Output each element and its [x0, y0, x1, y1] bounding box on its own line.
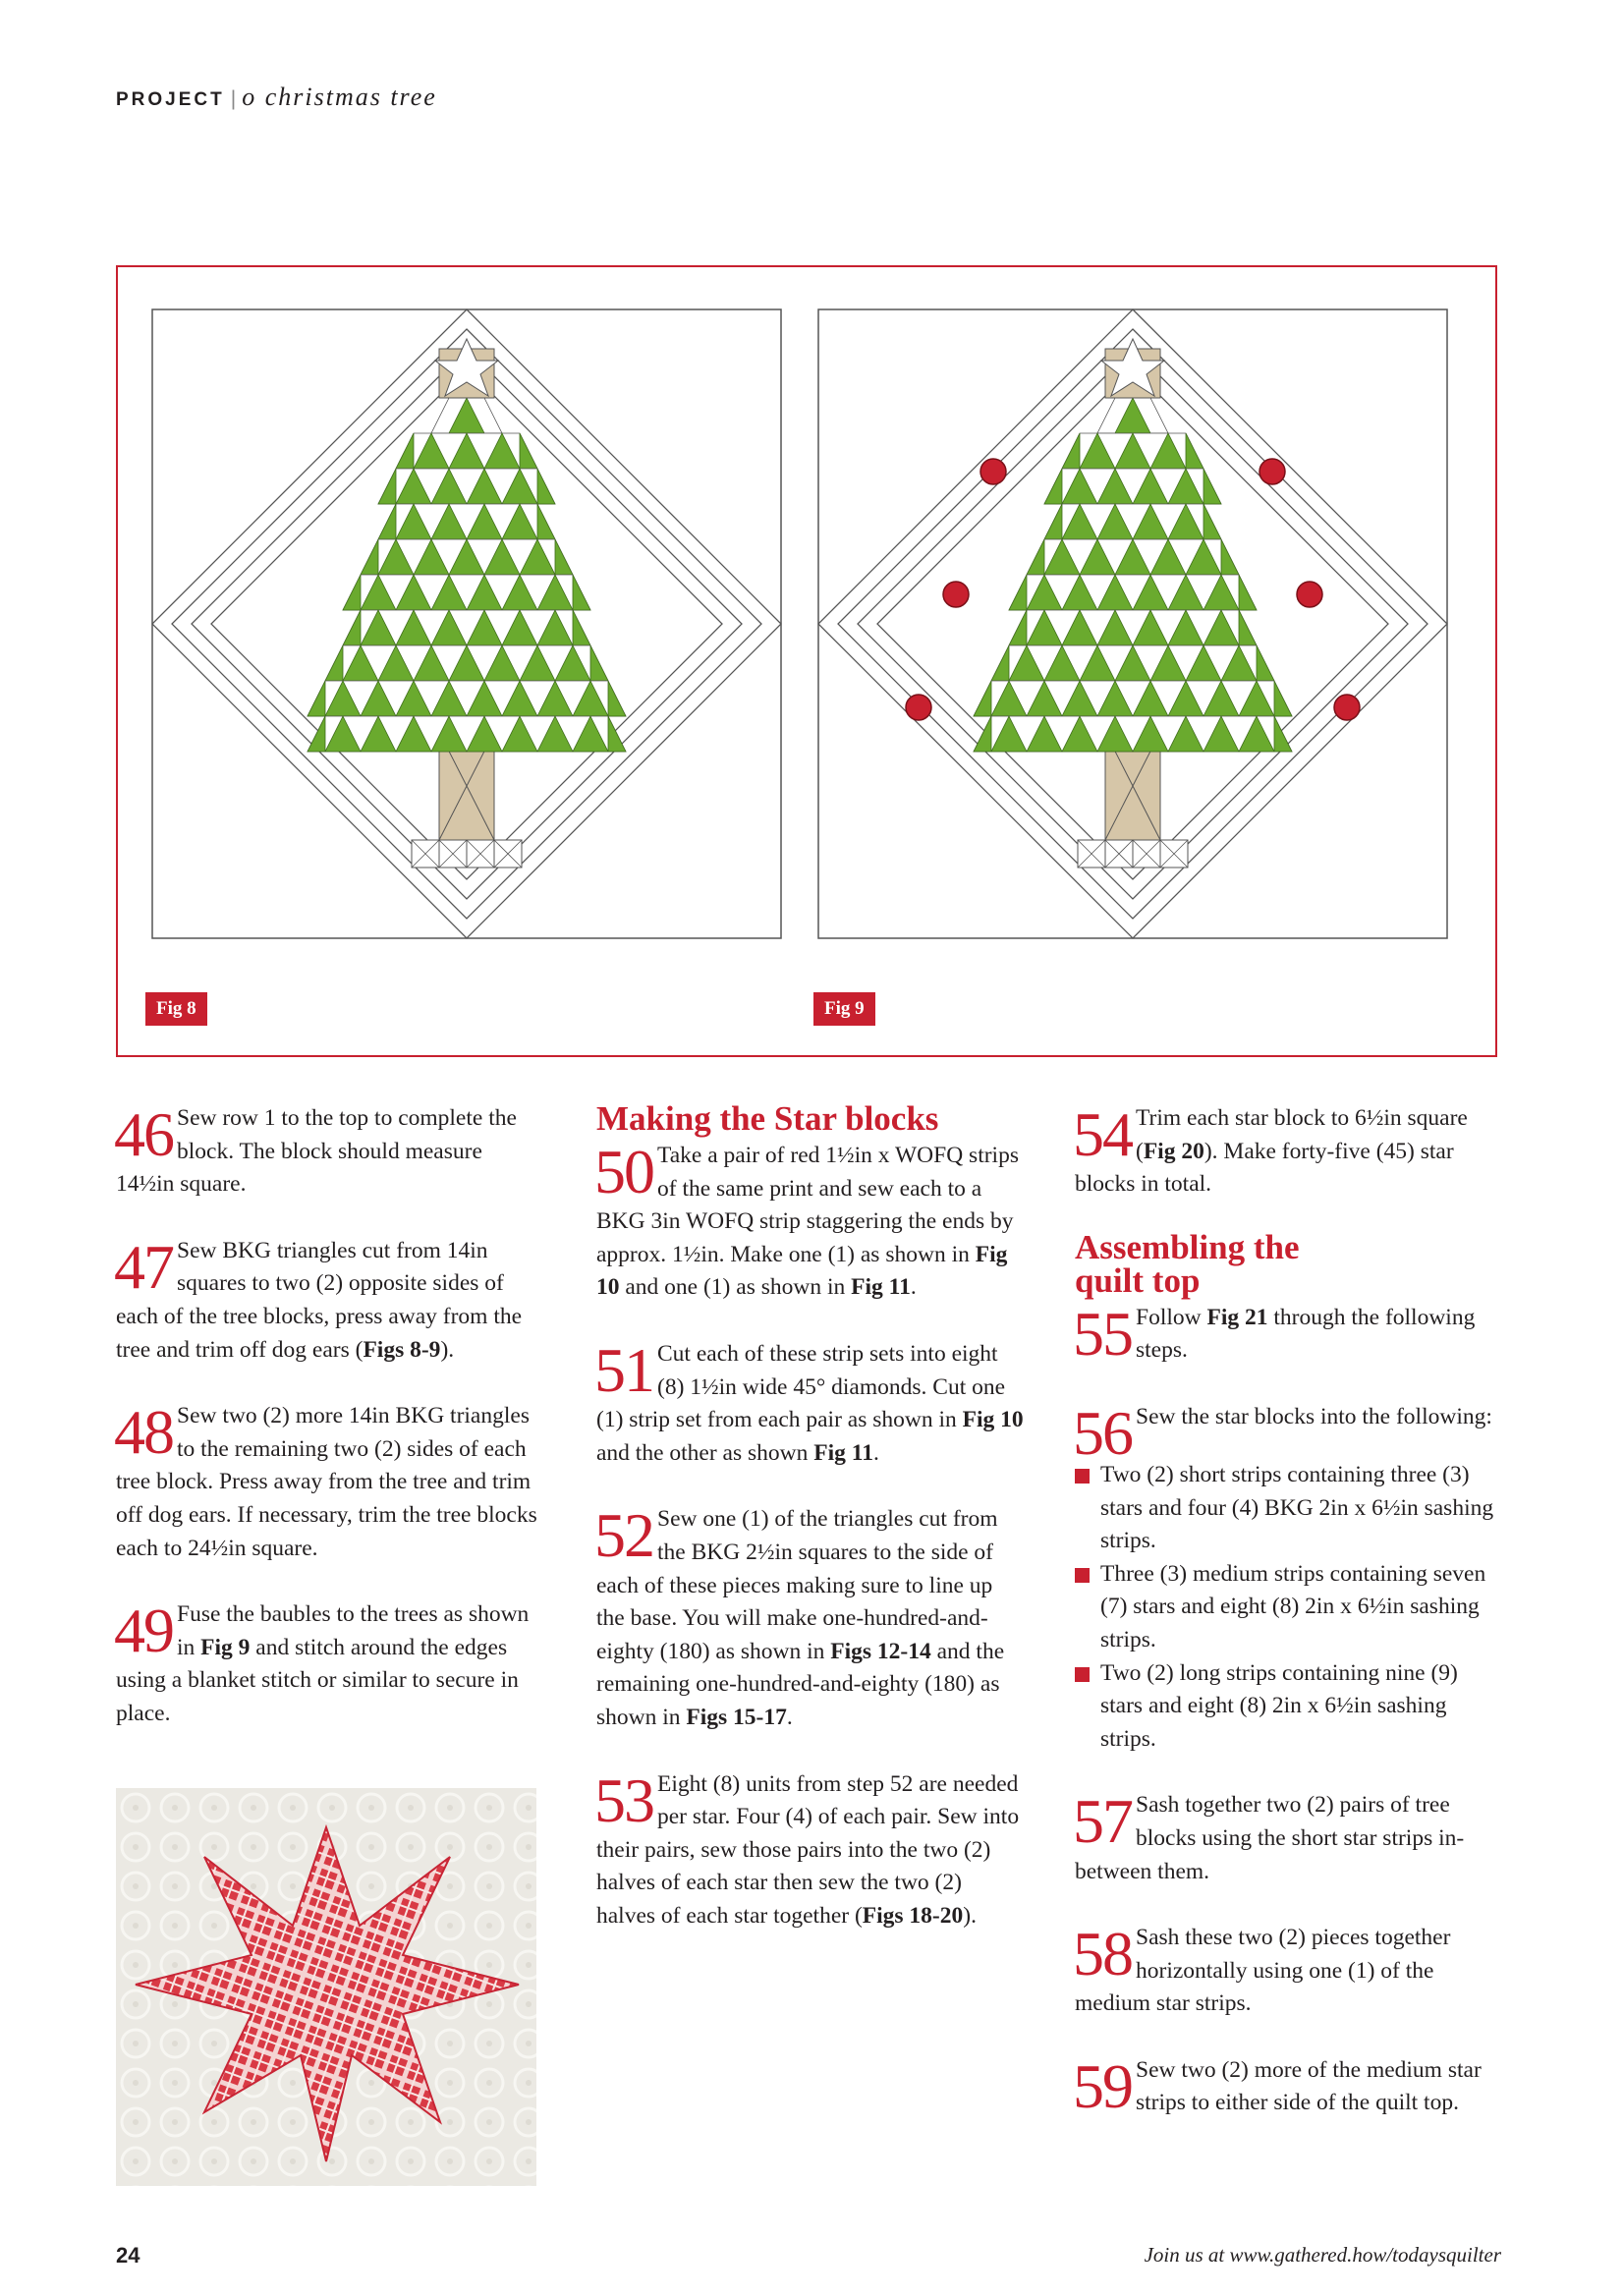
figure-ref: Fig 9 [200, 1634, 251, 1660]
step-text: Take a pair of red 1½in x WOFQ strips of the same print and sew each to a BKG 3in WOFQ strip staggering the ends by approx. 1½in. Make one (1) as shown in [596, 1143, 1019, 1267]
step-text: Trim each star block to 6½in square ( [1136, 1105, 1468, 1164]
figure-ref: Fig 20 [1143, 1138, 1204, 1164]
page-number: 24 [116, 2243, 140, 2268]
step-57 [1073, 1786, 1503, 1888]
bullet-list [1075, 1459, 1503, 1756]
step-text: Cut each of these strip sets into eight (8) 1½in wide 45° diamonds. Cut one (1) strip set from each pair as shown in [596, 1340, 1006, 1433]
running-header [116, 83, 437, 112]
step-text: . [872, 1439, 879, 1466]
step-number: 56 [1073, 1397, 1132, 1468]
step-text: . [786, 1704, 793, 1730]
step-54 [1073, 1099, 1503, 1202]
step-text: Sew BKG triangles cut from 14in squares to two (2) opposite sides of each of the tree blocks, press away from the tree and trim off dog ears ( [116, 1237, 523, 1363]
step-number: 59 [1073, 2050, 1132, 2121]
step-text: Sew two (2) more of the medium star strips to either side of the quilt top. [1136, 2056, 1482, 2116]
step-text: Sash these two (2) pieces together horizontally using one (1) of the medium star strips. [1075, 1925, 1451, 2017]
figure-ref: Fig 10 [596, 1241, 1008, 1301]
bauble [1259, 459, 1285, 484]
step-number: 46 [114, 1099, 173, 1169]
step-number: 57 [1073, 1786, 1132, 1857]
step-58 [1073, 1919, 1503, 2021]
step-text: . [910, 1274, 917, 1301]
step-number: 50 [594, 1137, 653, 1206]
step-text: Sew row 1 to the top to complete the block. The block should measure 14½in square. [116, 1105, 517, 1198]
fig9-diagram [809, 300, 1457, 958]
bauble [1297, 582, 1322, 607]
step-text: and the other as shown [596, 1439, 814, 1466]
column-3 [1073, 1099, 1503, 2121]
star-block-photo [116, 1788, 536, 2186]
step-text: through the following steps. [1136, 1304, 1476, 1364]
fig8-label: Fig 8 [145, 992, 207, 1026]
column-1 [114, 1099, 544, 1731]
step-50 [594, 1137, 1025, 1305]
bullet-item: Three (3) medium strips containing seven (7) stars and eight (8) 2in x 6½in sashing strips. [1075, 1558, 1503, 1657]
step-47 [114, 1231, 544, 1367]
figure-ref: Fig 11 [813, 1439, 873, 1466]
step-text: and one (1) as shown in [619, 1274, 852, 1301]
bullet-item: Two (2) long strips containing nine (9) stars and eight (8) 2in x 6½in sashing strips. [1075, 1657, 1503, 1757]
step-56 [1073, 1397, 1503, 1756]
step-49 [116, 1598, 544, 1730]
figure-ref: Fig 10 [962, 1407, 1024, 1433]
bauble [943, 582, 969, 607]
step-number: 47 [114, 1231, 173, 1302]
section-label: PROJECT [116, 89, 225, 110]
figure-ref: Fig 11 [851, 1274, 911, 1301]
bullet-item: Two (2) short strips containing three (3) stars and four (4) BKG 2in x 6½in sashing strips. [1075, 1459, 1503, 1558]
fig9-label: Fig 9 [813, 992, 875, 1026]
figure-ref: Figs 12-14 [830, 1638, 931, 1664]
step-text: Sew the star blocks into the following: [1136, 1403, 1492, 1429]
star-photo-illustration [116, 1788, 536, 2186]
step-text: ). [440, 1336, 455, 1363]
step-text: Fuse the baubles to the trees as shown in [177, 1601, 530, 1660]
step-55 [1073, 1298, 1503, 1369]
section-heading-star-blocks: Making the Star blocks [596, 1099, 939, 1138]
step-number: 55 [1073, 1298, 1132, 1369]
step-53 [594, 1764, 1025, 1933]
step-text: Follow [1136, 1304, 1207, 1330]
step-text: and stitch around the edges using a blanket stitch or similar to secure in place. [116, 1634, 519, 1726]
step-number: 52 [594, 1500, 653, 1571]
heading-line: quilt top [1075, 1260, 1201, 1300]
step-text: and the remaining one-hundred-and-eighty (180) as shown in [596, 1638, 1005, 1730]
step-number: 51 [594, 1334, 653, 1405]
fig8-diagram [142, 300, 791, 958]
figure-ref: Figs 18-20 [862, 1902, 964, 1929]
step-text: Sew one (1) of the triangles cut from the BKG 2½in squares to the side of each of these pieces making sure to line up the base. You will make one-hundred-and-eighty (180) as shown in [596, 1506, 998, 1664]
header-separator: | [230, 87, 237, 110]
column-2 [594, 1099, 1025, 1932]
bauble [1334, 695, 1360, 720]
step-number: 53 [594, 1764, 653, 1835]
step-text: ). [963, 1902, 977, 1929]
bauble [980, 459, 1006, 484]
figure-ref: Fig 21 [1206, 1304, 1268, 1330]
step-48 [114, 1397, 544, 1565]
step-text: ). Make forty-five (45) star blocks in total. [1075, 1138, 1454, 1198]
step-51 [594, 1334, 1025, 1470]
step-text: Sew two (2) more 14in BKG triangles to the remaining two (2) sides of each tree block. Press away from the tree and trim off dog ears. If necessary, trim the tree blocks each to 24½in square. [116, 1403, 537, 1561]
bauble [906, 695, 931, 720]
step-number: 58 [1073, 1919, 1132, 1989]
step-number: 49 [114, 1596, 173, 1666]
step-46 [114, 1099, 544, 1202]
step-52 [594, 1500, 1025, 1734]
step-number: 54 [1073, 1099, 1132, 1169]
figure-ref: Figs 8-9 [363, 1336, 441, 1363]
step-text: Sash together two (2) pairs of tree blocks using the short star strips in-between them. [1075, 1792, 1465, 1884]
project-title: o christmas tree [242, 83, 437, 111]
heading-line: Assembling the [1075, 1227, 1300, 1266]
step-text: Eight (8) units from step 52 are needed per star. Four (4) of each pair. Sew into their pairs, sew those pairs into the two (2) halves of each star then sew the two (2) halves of each star together ( [596, 1770, 1020, 1929]
step-59 [1073, 2050, 1503, 2121]
step-number: 48 [114, 1397, 173, 1468]
figure-ref: Figs 15-17 [686, 1704, 787, 1730]
footer-link[interactable]: Join us at www.gathered.how/todaysquilter [1144, 2243, 1501, 2267]
section-heading-assembling [1075, 1227, 1503, 1300]
figure-panel [116, 265, 1497, 1057]
